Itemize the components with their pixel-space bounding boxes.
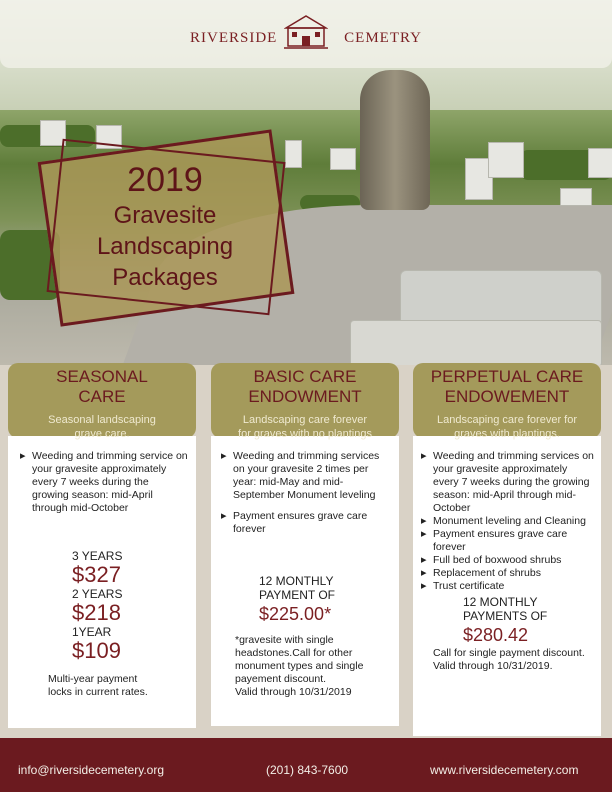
payment-block bbox=[419, 595, 595, 647]
price-term: 2 YEARS bbox=[72, 587, 123, 601]
price-list bbox=[18, 549, 188, 663]
package-title: BASIC CARE bbox=[253, 367, 357, 386]
headstone bbox=[330, 148, 356, 170]
title-year: 2019 bbox=[127, 161, 203, 199]
package-subtitle: Landscaping care forever bbox=[242, 414, 368, 426]
price-amount: $225.00* bbox=[259, 604, 332, 624]
package-title: PERPETUAL CARE bbox=[430, 367, 584, 386]
package-basic-care bbox=[211, 363, 399, 726]
brand-right: CEMETRY bbox=[344, 30, 422, 46]
package-subtitle: for graves with no plantings bbox=[238, 428, 372, 440]
feature-item: ▸ Monument leveling and Cleaning bbox=[419, 515, 595, 528]
package-header bbox=[8, 363, 196, 438]
payment-label: 12 MONTHLY bbox=[259, 574, 334, 588]
feature-item: ▸ Trust certificate bbox=[419, 580, 595, 593]
note-line: Valid through 10/31/2019. bbox=[433, 660, 553, 672]
price-amount: $280.42 bbox=[463, 625, 529, 645]
headstone bbox=[560, 188, 592, 206]
brand-logo bbox=[190, 12, 422, 52]
package-body bbox=[211, 436, 399, 726]
footer-phone[interactable]: (201) 843-7600 bbox=[266, 763, 349, 777]
payment-note bbox=[419, 647, 595, 673]
feature-list bbox=[219, 450, 391, 536]
feature-item: ▸ Weeding and trimming services on your gravesite approximately every 7 weeks during the growing season: mid-April through mid-October bbox=[419, 450, 595, 515]
price-term: 1YEAR bbox=[72, 625, 112, 639]
feature-list bbox=[419, 450, 595, 593]
payment-label: 12 MONTHLY bbox=[463, 595, 538, 609]
footer-email[interactable]: info@riversidecemetery.org bbox=[18, 763, 165, 777]
tree-trunk bbox=[360, 70, 430, 210]
package-subtitle: Seasonal landscaping bbox=[48, 414, 156, 426]
headstone bbox=[588, 148, 612, 178]
payment-label: PAYMENT OF bbox=[259, 588, 336, 602]
title-line: Packages bbox=[112, 264, 218, 291]
header-band bbox=[0, 0, 612, 68]
note-line: Multi-year payment bbox=[48, 673, 138, 685]
feature-item: ▸ Replacement of shrubs bbox=[419, 567, 595, 580]
payment-label: PAYMENTS OF bbox=[463, 609, 548, 623]
footnote: *gravesite with single headstones.Call for other monument types and single payement discount. bbox=[235, 634, 364, 685]
price-term: 3 YEARS bbox=[72, 549, 123, 563]
package-seasonal bbox=[8, 363, 196, 728]
price-amount: $327 bbox=[72, 562, 121, 587]
payment-block bbox=[219, 574, 391, 626]
headstone bbox=[350, 320, 602, 365]
feature-item: ▸ Full bed of boxwood shrubs bbox=[419, 554, 595, 567]
price-amount: $109 bbox=[72, 638, 121, 663]
package-body bbox=[8, 436, 196, 728]
package-header bbox=[211, 363, 399, 438]
package-title: CARE bbox=[78, 387, 126, 406]
brand-left: RIVERSIDE bbox=[190, 30, 278, 46]
headstone bbox=[285, 140, 302, 168]
price-amount: $218 bbox=[72, 600, 121, 625]
title-block bbox=[60, 160, 270, 293]
feature-item: ▸ Weeding and trimming service on your gravesite approximately every 7 weeks during the growing season: mid-April through mid-October bbox=[18, 450, 188, 515]
package-title: SEASONAL bbox=[56, 367, 148, 386]
footer-bar bbox=[0, 738, 612, 792]
package-title: ENDOWMENT bbox=[248, 387, 362, 406]
feature-item: ▸ Payment ensures grave care forever bbox=[219, 510, 391, 536]
mansion-icon bbox=[284, 12, 328, 52]
title-line: Landscaping bbox=[96, 233, 234, 260]
title-line: Gravesite bbox=[113, 202, 217, 229]
package-title: ENDOWEMENT bbox=[444, 387, 570, 406]
feature-list bbox=[18, 450, 188, 515]
package-header bbox=[413, 363, 601, 438]
feature-item: ▸ Payment ensures grave care forever bbox=[419, 528, 595, 554]
package-perpetual-care bbox=[413, 363, 601, 736]
feature-item: ▸ Weeding and trimming services on your gravesite 2 times per year: mid-May and mid-September Monument leveling bbox=[219, 450, 391, 502]
package-subtitle: graves with plantings. bbox=[454, 428, 560, 440]
valid-date: Valid through 10/31/2019 bbox=[235, 686, 352, 698]
note-line: locks in current rates. bbox=[48, 686, 148, 698]
headstone bbox=[488, 142, 524, 178]
package-subtitle: Landscaping care forever for bbox=[436, 414, 578, 426]
package-body bbox=[413, 436, 601, 736]
note-line: Call for single payment discount. bbox=[433, 647, 585, 659]
payment-note bbox=[18, 673, 188, 699]
footer-website[interactable]: www.riversidecemetery.com bbox=[430, 763, 579, 777]
package-subtitle: grave care. bbox=[74, 428, 130, 440]
